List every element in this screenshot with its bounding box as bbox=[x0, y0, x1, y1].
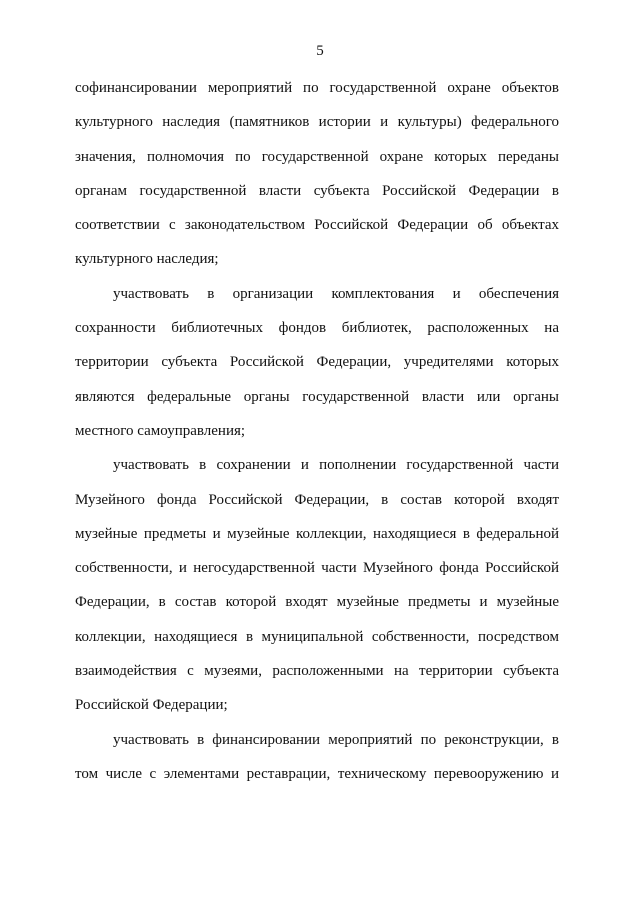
text-line: Российской Федерации; bbox=[75, 697, 228, 714]
text-line: том числе с элементами реставрации, техническому перевооружению и bbox=[75, 765, 559, 782]
text-line: значения, полномочия по государственной охране которых переданы bbox=[75, 148, 559, 165]
text-line: коллекции, находящиеся в муниципальной собственности, посредством bbox=[75, 628, 559, 645]
paragraph-first-line: участвовать в финансировании мероприятий по реконструкции, в bbox=[113, 731, 559, 748]
document-body bbox=[75, 77, 559, 797]
text-line: органам государственной власти субъекта Российской Федерации в bbox=[75, 182, 559, 199]
text-line: музейные предметы и музейные коллекции, находящиеся в федеральной bbox=[75, 525, 559, 542]
text-line: культурного наследия; bbox=[75, 251, 219, 268]
text-line: являются федеральные органы государственной власти или органы bbox=[75, 388, 559, 405]
text-line: Музейного фонда Российской Федерации, в состав которой входят bbox=[75, 491, 559, 508]
paragraph-first-line: участвовать в сохранении и пополнении государственной части bbox=[113, 457, 559, 474]
page-number: 5 bbox=[316, 43, 324, 59]
text-line: софинансировании мероприятий по государственной охране объектов bbox=[75, 80, 559, 96]
text-line: взаимодействия с музеями, расположенными на территории субъекта bbox=[75, 663, 559, 680]
text-line: культурного наследия (памятников истории и культуры) федерального bbox=[75, 114, 559, 131]
text-line: территории субъекта Российской Федерации, учредителями которых bbox=[75, 354, 559, 371]
text-line: Федерации, в состав которой входят музейные предметы и музейные bbox=[75, 594, 559, 611]
text-line: соответствии с законодательством Российской Федерации об объектах bbox=[75, 217, 559, 234]
text-line: сохранности библиотечных фондов библиотек, расположенных на bbox=[75, 320, 559, 337]
text-line: собственности, и негосударственной части Музейного фонда Российской bbox=[75, 560, 559, 577]
paragraph-first-line: участвовать в организации комплектования и обеспечения bbox=[113, 285, 559, 302]
text-line: местного самоуправления; bbox=[75, 422, 246, 439]
